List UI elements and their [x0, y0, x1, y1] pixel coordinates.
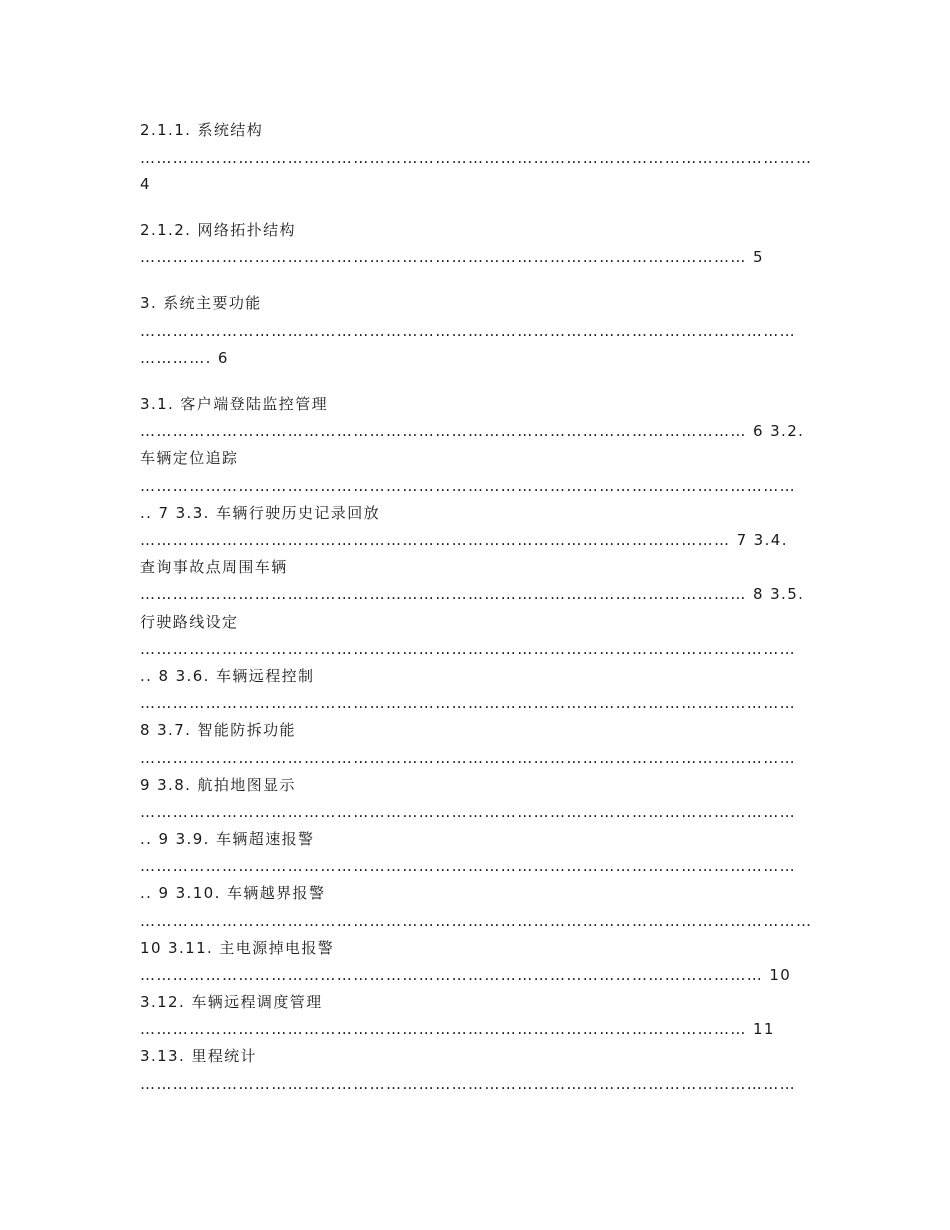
toc-line: …………………………………………………………………………………………………………: [140, 749, 796, 767]
toc-line: …………………………………………………………………………………………………………: [140, 857, 796, 875]
toc-line: ………………………………………………………………………………………………… 6 3.2.: [140, 422, 805, 440]
toc-line: …………………………………………………………………………………………………………: [140, 640, 796, 658]
toc-line: 9 3.8. 航拍地图显示: [140, 776, 296, 794]
toc-line: .. 9 3.10. 车辆越界报警: [140, 884, 326, 902]
toc-line: 3.13. 里程统计: [140, 1047, 257, 1065]
toc-line: ……………………………………………………………………………………………………………: [140, 149, 813, 167]
toc-line: .. 8 3.6. 车辆远程控制: [140, 667, 315, 685]
toc-line: 行驶路线设定: [140, 613, 239, 631]
toc-line: …………. 6: [140, 349, 229, 367]
toc-line: 车辆定位追踪: [140, 449, 239, 467]
toc-line: ……………………………………………………………………………………………… 7 3.4.: [140, 531, 788, 549]
toc-line: …………………………………………………………………………………………………… 10: [140, 966, 792, 984]
toc-line: 3. 系统主要功能: [140, 294, 262, 312]
toc-line: 8 3.7. 智能防拆功能: [140, 721, 296, 739]
toc-line: …………………………………………………………………………………………………………: [140, 694, 796, 712]
toc-line: …………………………………………………………………………………………………………: [140, 1075, 796, 1093]
toc-line: ………………………………………………………………………………………………… 8 3.5.: [140, 585, 805, 603]
toc-line: .. 9 3.9. 车辆超速报警: [140, 830, 315, 848]
toc-line: …………………………………………………………………………………………………………: [140, 803, 796, 821]
toc-line: 查询事故点周围车辆: [140, 558, 288, 576]
toc-line: ……………………………………………………………………………………………………………: [140, 912, 813, 930]
toc-line: 10 3.11. 主电源掉电报警: [140, 939, 335, 957]
toc-line: 3.12. 车辆远程调度管理: [140, 993, 323, 1011]
toc-line: …………………………………………………………………………………………………………: [140, 322, 796, 340]
toc-line: 2.1.2. 网络拓扑结构: [140, 221, 296, 239]
toc-line: .. 7 3.3. 车辆行驶历史记录回放: [140, 504, 381, 522]
toc-line: …………………………………………………………………………………………………………: [140, 477, 796, 495]
toc-line: ………………………………………………………………………………………………… 11: [140, 1020, 775, 1038]
toc-line: 2.1.1. 系统结构: [140, 121, 264, 139]
toc-line: ………………………………………………………………………………………………… 5: [140, 248, 764, 266]
toc-line: 4: [140, 175, 151, 193]
toc-line: 3.1. 客户端登陆监控管理: [140, 395, 328, 413]
